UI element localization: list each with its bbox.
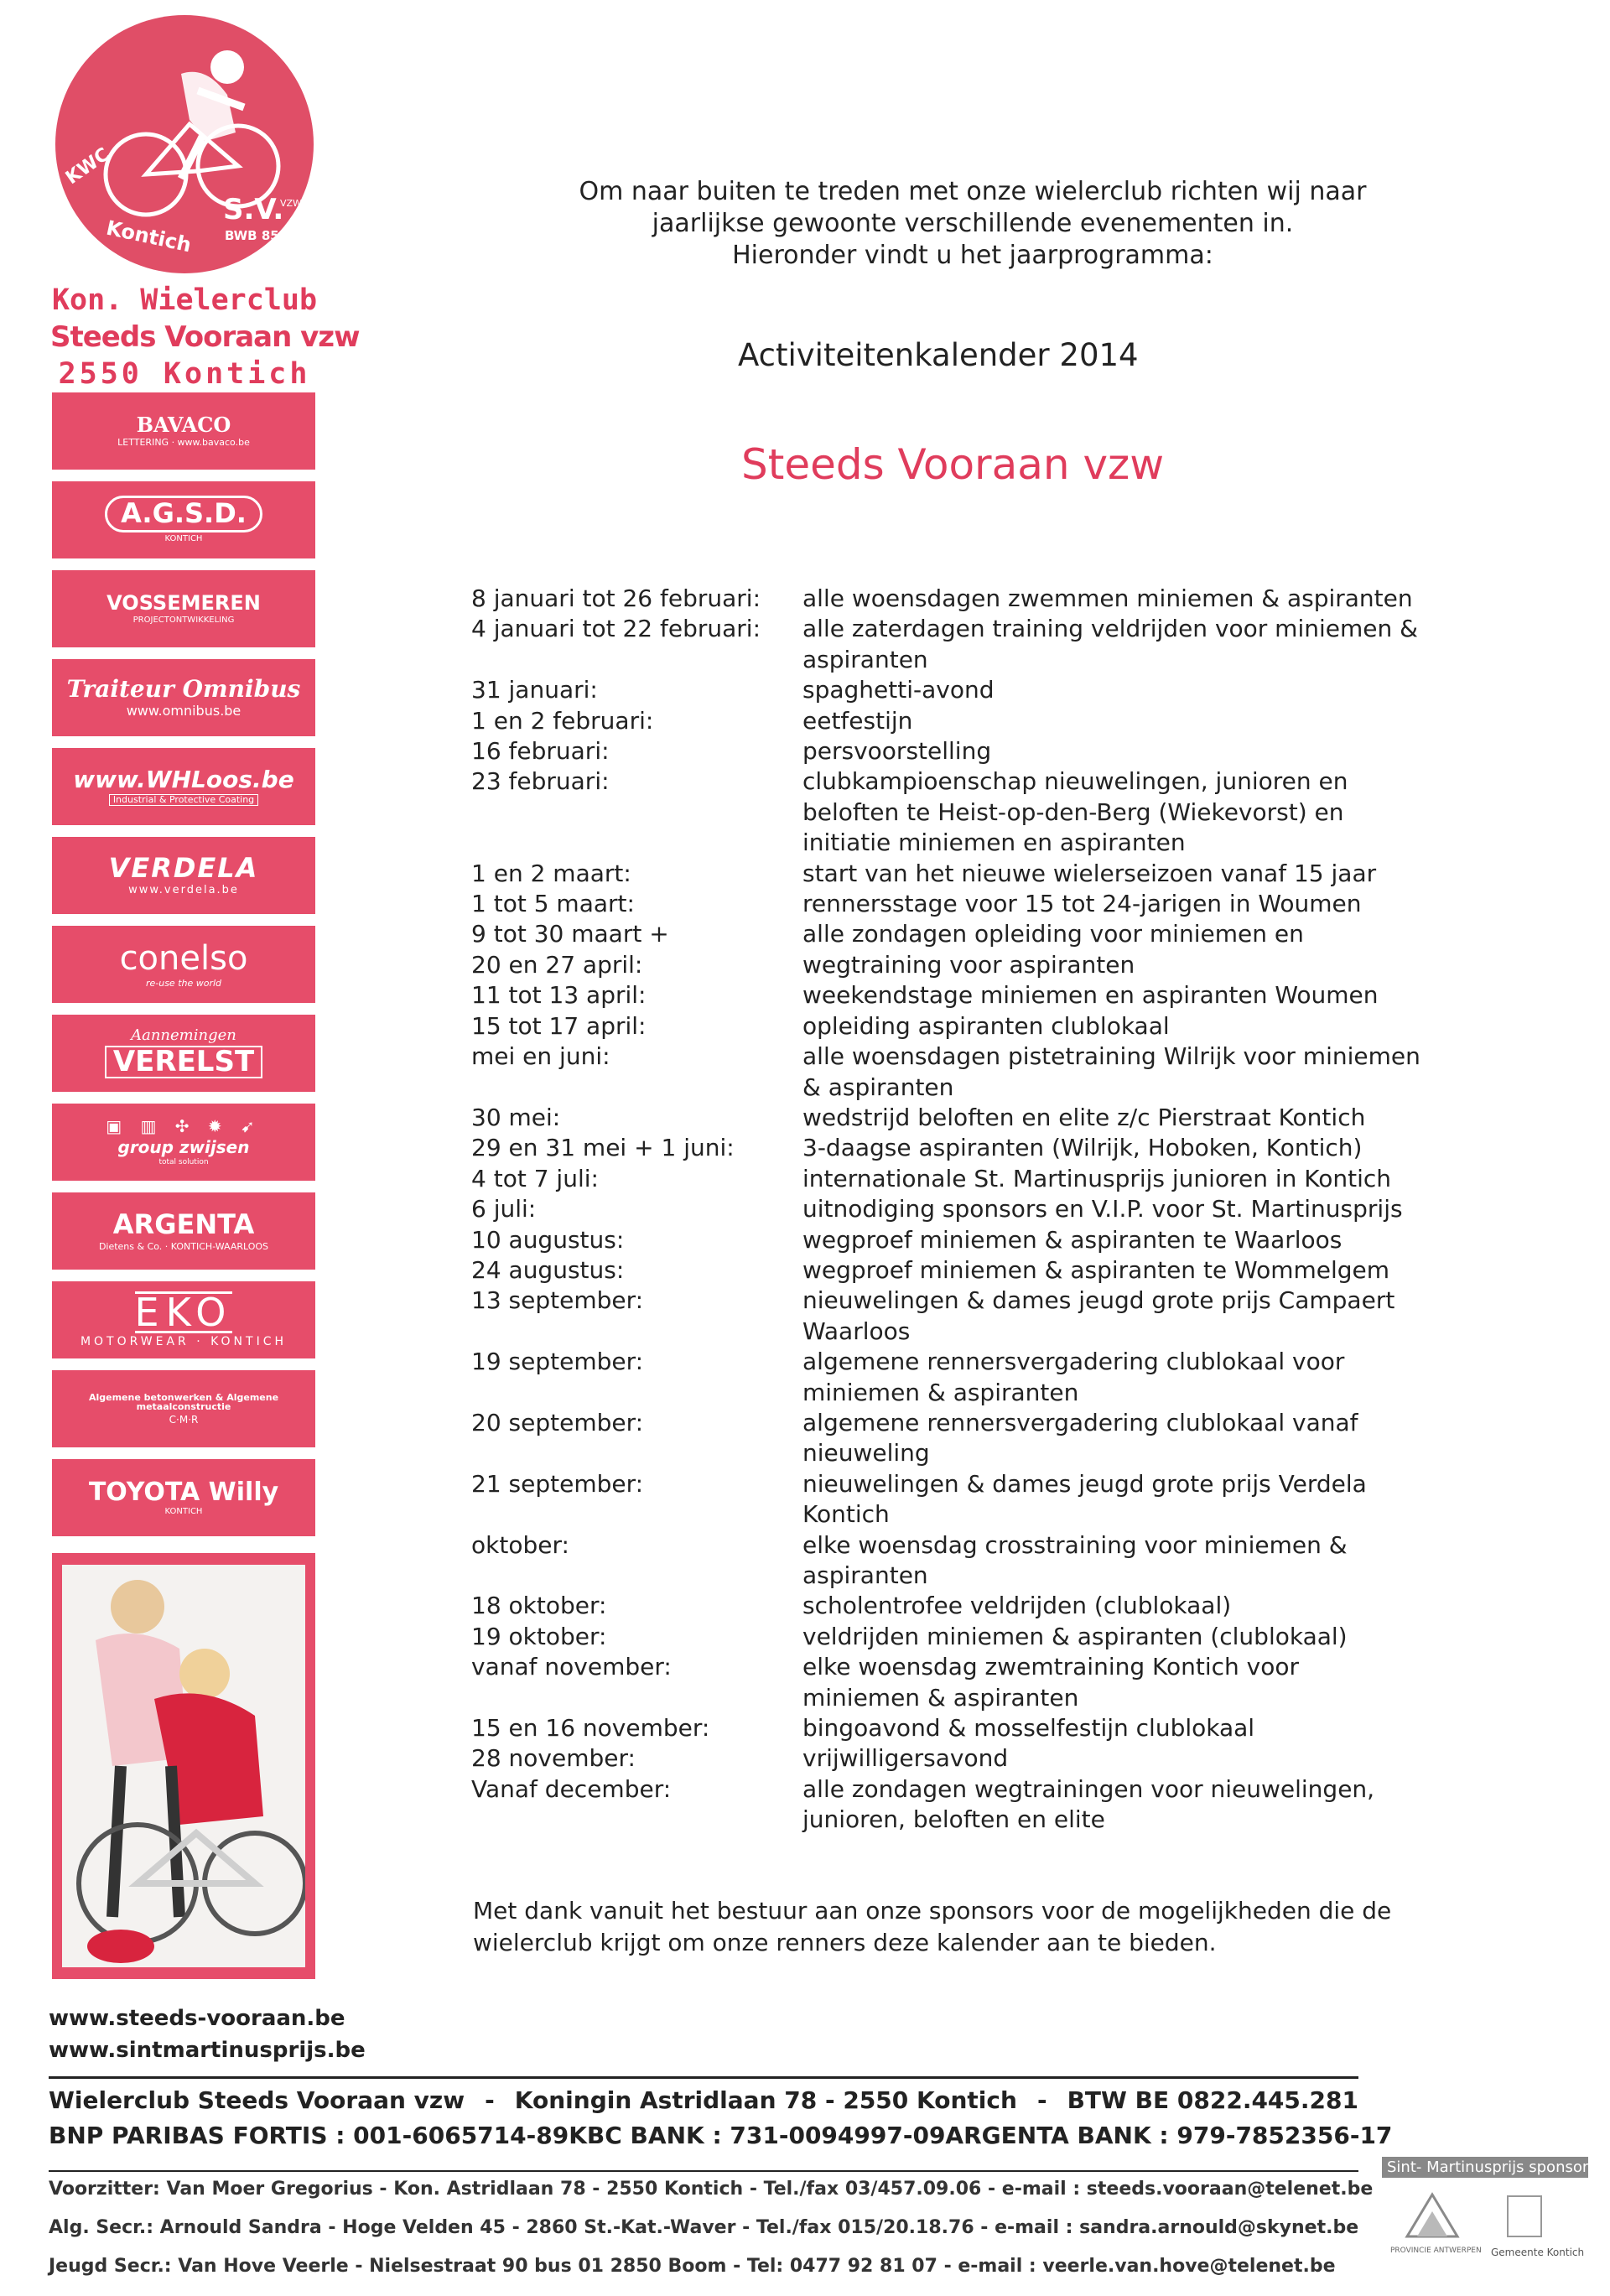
schedule-row bbox=[471, 1225, 1503, 1255]
sm-sponsors-title: Sint- Martinusprijs sponsors: bbox=[1382, 2157, 1588, 2178]
schedule-date: 1 tot 5 maart: bbox=[471, 890, 635, 918]
club-name-line3: 2550 Kontich bbox=[58, 357, 311, 391]
schedule-row bbox=[471, 1469, 1503, 1530]
schedule-row bbox=[471, 919, 1503, 949]
sponsor-agsd: A.G.S.D. KONTICH bbox=[52, 481, 315, 558]
sponsor-eko: EKO MOTORWEAR · KONTICH bbox=[52, 1281, 315, 1358]
schedule-date: 10 augustus: bbox=[471, 1225, 625, 1254]
schedule-date: 18 oktober: bbox=[471, 1592, 607, 1620]
sponsor-argenta: ARGENTA Dietens & Co. · KONTICH-WAARLOOS bbox=[52, 1192, 315, 1270]
schedule-date: oktober: bbox=[471, 1530, 569, 1559]
schedule-date: 1 en 2 maart: bbox=[471, 859, 631, 887]
schedule-date: 9 tot 30 maart + bbox=[471, 920, 669, 948]
schedule-row bbox=[471, 1591, 1503, 1621]
sponsor-toyota-willy: TOYOTA Willy KONTICH bbox=[52, 1459, 315, 1536]
schedule-date: 24 augustus: bbox=[471, 1255, 625, 1284]
schedule-date: 29 en 31 mei + 1 juni: bbox=[471, 1134, 735, 1162]
activity-schedule bbox=[471, 584, 1503, 1836]
club-name-line2: Steeds Vooraan vzw bbox=[50, 320, 360, 354]
sint-martinus-sponsors bbox=[1382, 2157, 1602, 2291]
schedule-description: nieuwelingen & dames jeugd grote prijs Verdela Kontich bbox=[802, 1469, 1367, 1529]
intro-line: jaarlijkse gewoonte verschillende evenementen in. bbox=[652, 209, 1294, 238]
footer-address-line bbox=[49, 2086, 1358, 2114]
schedule-date: 20 en 27 april: bbox=[471, 950, 643, 979]
schedule-date: 23 februari: bbox=[471, 767, 610, 796]
contact-youth-secretary: Jeugd Secr.: Van Hove Veerle - Nielsestraat 90 bus 01 2850 Boom - Tel: 0477 92 81 07 - e-mail : veerle.van.hove@telenet.be bbox=[49, 2256, 1336, 2277]
schedule-date: 4 januari tot 22 februari: bbox=[471, 615, 761, 643]
schedule-date: 13 september: bbox=[471, 1286, 644, 1315]
schedule-date: 4 tot 7 juli: bbox=[471, 1164, 599, 1192]
schedule-row bbox=[471, 584, 1503, 614]
schedule-row bbox=[471, 1713, 1503, 1743]
schedule-date: Vanaf december: bbox=[471, 1774, 672, 1803]
sponsor-conelso: conelso re-use the world bbox=[52, 926, 315, 1003]
schedule-date: 11 tot 13 april: bbox=[471, 981, 647, 1010]
schedule-row bbox=[471, 1194, 1503, 1224]
schedule-description: persvoorstelling bbox=[802, 737, 992, 766]
schedule-row bbox=[471, 1408, 1503, 1469]
schedule-row bbox=[471, 736, 1503, 766]
schedule-date: 31 januari: bbox=[471, 676, 598, 704]
schedule-description: spaghetti-avond bbox=[802, 676, 995, 704]
schedule-row bbox=[471, 980, 1503, 1010]
schedule-date: 15 tot 17 april: bbox=[471, 1011, 647, 1040]
sponsor-cmr: Algemene betonwerken & Algemene metaalconstructie C·M·R bbox=[52, 1370, 315, 1447]
logo-bwb-text: BWB 85 bbox=[225, 228, 279, 243]
schedule-description: alle woensdagen pistetraining Wilrijk voor miniemen & aspiranten bbox=[802, 1042, 1420, 1101]
cyclists-photo-icon bbox=[62, 1565, 305, 1967]
bank-bnp: BNP PARIBAS FORTIS : 001-6065714-89 bbox=[49, 2122, 569, 2149]
schedule-description: alle woensdagen zwemmen miniemen & aspiranten bbox=[802, 584, 1413, 612]
sidebar bbox=[0, 0, 366, 2080]
club-logo bbox=[55, 15, 314, 273]
schedule-date: 30 mei: bbox=[471, 1103, 561, 1131]
schedule-description: algemene rennersvergadering clublokaal vanaf nieuweling bbox=[802, 1408, 1358, 1467]
footer-address: Koningin Astridlaan 78 - 2550 Kontich bbox=[514, 2086, 1017, 2114]
sponsor-verelst: Aannemingen VERELST bbox=[52, 1015, 315, 1092]
footer-club-name: Wielerclub Steeds Vooraan vzw bbox=[49, 2086, 465, 2114]
schedule-row bbox=[471, 1774, 1503, 1836]
club-name bbox=[50, 282, 360, 392]
schedule-row bbox=[471, 1164, 1503, 1194]
logo-sv-text: S.V. bbox=[223, 193, 284, 226]
schedule-description: wegtraining voor aspiranten bbox=[802, 950, 1135, 979]
sponsor-bavaco: BAVACO LETTERING · www.bavaco.be bbox=[52, 392, 315, 470]
footer-separator: - bbox=[1036, 2086, 1047, 2114]
sponsor-vossemeren: VOSSEMEREN PROJECTONTWIKKELING bbox=[52, 570, 315, 647]
schedule-description: weekendstage miniemen en aspiranten Woumen bbox=[802, 981, 1379, 1010]
schedule-date: 28 november: bbox=[471, 1744, 636, 1773]
sponsor-group-zwijsen: ▣ ▥ ✣ ✹ ➹ group zwijsen total solution bbox=[52, 1104, 315, 1181]
schedule-description: bingoavond & mosselfestijn clublokaal bbox=[802, 1714, 1255, 1743]
schedule-date: 6 juli: bbox=[471, 1195, 537, 1223]
schedule-description: elke woensdag crosstraining voor miniemen & aspiranten bbox=[802, 1530, 1348, 1589]
schedule-row bbox=[471, 1133, 1503, 1163]
schedule-date: 20 september: bbox=[471, 1408, 644, 1436]
footer-separator: - bbox=[485, 2086, 495, 2114]
logo-kwc-text: KWC bbox=[62, 143, 114, 190]
schedule-row bbox=[471, 1011, 1503, 1042]
link-steeds-vooraan[interactable]: www.steeds-vooraan.be bbox=[49, 2006, 345, 2031]
schedule-date: 21 september: bbox=[471, 1469, 644, 1498]
logo-provincie-label: PROVINCIE ANTWERPEN bbox=[1390, 2247, 1482, 2255]
schedule-description: vrijwilligersavond bbox=[802, 1744, 1009, 1773]
schedule-date: 16 februari: bbox=[471, 737, 610, 766]
sponsor-verdela: VERDELA www.verdela.be bbox=[52, 837, 315, 914]
schedule-description: veldrijden miniemen & aspiranten (clublokaal) bbox=[802, 1622, 1348, 1650]
sponsor-whloos: www.WHLoos.be Industrial & Protective Coating bbox=[52, 748, 315, 825]
link-sintmartinusprijs[interactable]: www.sintmartinusprijs.be bbox=[49, 2038, 366, 2063]
cyclists-photo bbox=[52, 1553, 315, 1979]
schedule-date: vanaf november: bbox=[471, 1653, 672, 1681]
schedule-row bbox=[471, 1530, 1503, 1592]
schedule-description: nieuwelingen & dames jeugd grote prijs Campaert Waarloos bbox=[802, 1286, 1395, 1345]
contact-general-secretary: Alg. Secr.: Arnould Sandra - Hoge Velden 45 - 2860 St.-Kat.-Waver - Tel./fax 015/20.18.76 - e-mail : sandra.arnould@skynet.be bbox=[49, 2217, 1359, 2238]
schedule-description: 3-daagse aspiranten (Wilrijk, Hoboken, Kontich) bbox=[802, 1134, 1363, 1162]
schedule-description: alle zondagen wegtrainingen voor nieuwelingen, junioren, beloften en elite bbox=[802, 1774, 1375, 1834]
schedule-description: alle zondagen opleiding voor miniemen en bbox=[802, 920, 1304, 948]
contact-chairman: Voorzitter: Van Moer Gregorius - Kon. Astridlaan 78 - 2550 Kontich - Tel./fax 03/457.09.06 - e-mail : steeds.vooraan@telenet.be bbox=[49, 2179, 1374, 2200]
schedule-row bbox=[471, 859, 1503, 889]
schedule-date: 1 en 2 februari: bbox=[471, 706, 654, 735]
schedule-date: mei en juni: bbox=[471, 1042, 610, 1071]
schedule-description: scholentrofee veldrijden (clublokaal) bbox=[802, 1592, 1232, 1620]
schedule-description: wegproef miniemen & aspiranten te Waarloos bbox=[802, 1225, 1343, 1254]
sponsor-omnibus: Traiteur Omnibus www.omnibus.be bbox=[52, 659, 315, 736]
page-title: Activiteitenkalender 2014 bbox=[738, 337, 1139, 373]
club-name-line1: Kon. Wielerclub bbox=[51, 283, 318, 317]
schedule-row bbox=[471, 675, 1503, 705]
schedule-date: 8 januari tot 26 februari: bbox=[471, 584, 761, 612]
schedule-row bbox=[471, 766, 1503, 858]
logo-town-text: Kontich bbox=[104, 216, 194, 257]
schedule-row bbox=[471, 706, 1503, 736]
schedule-row bbox=[471, 1622, 1503, 1652]
schedule-description: rennersstage voor 15 tot 24-jarigen in Woumen bbox=[802, 890, 1362, 918]
footer-bank-line bbox=[49, 2122, 1393, 2149]
schedule-row bbox=[471, 614, 1503, 675]
schedule-row bbox=[471, 1347, 1503, 1408]
schedule-row bbox=[471, 1652, 1503, 1713]
logo-gemeente-label: Gemeente Kontich bbox=[1491, 2247, 1585, 2258]
schedule-description: clubkampioenschap nieuwelingen, junioren en beloften te Heist-op-den-Berg (Wiekevorst) en initiatie miniemen en aspiranten bbox=[802, 767, 1348, 857]
schedule-description: alle zaterdagen training veldrijden voor miniemen & aspiranten bbox=[802, 615, 1418, 673]
logo-vzw-text: VZW bbox=[280, 198, 302, 209]
schedule-description: eetfestijn bbox=[802, 706, 913, 735]
page-subtitle: Steeds Vooraan vzw bbox=[741, 440, 1165, 489]
thanks-text: Met dank vanuit het bestuur aan onze sponsors voor de mogelijkheden die de wielerclub krijgt om onze renners deze kalender aan te bieden. bbox=[473, 1897, 1392, 1956]
footer-vat: BTW BE 0822.445.281 bbox=[1067, 2086, 1358, 2114]
schedule-description: algemene rennersvergadering clublokaal voor miniemen & aspiranten bbox=[802, 1348, 1345, 1406]
bank-argenta: ARGENTA BANK : 979-7852356-17 bbox=[945, 2122, 1393, 2149]
schedule-row bbox=[471, 1042, 1503, 1103]
schedule-row bbox=[471, 1255, 1503, 1286]
footer-divider bbox=[49, 2076, 1358, 2079]
schedule-description: wedstrijd beloften en elite z/c Pierstraat Kontich bbox=[802, 1103, 1366, 1131]
schedule-date: 19 september: bbox=[471, 1348, 644, 1376]
schedule-description: wegproef miniemen & aspiranten te Wommelgem bbox=[802, 1255, 1390, 1284]
schedule-row bbox=[471, 950, 1503, 980]
schedule-row bbox=[471, 889, 1503, 919]
bank-kbc: KBC BANK : 731-0094997-09 bbox=[569, 2122, 946, 2149]
schedule-description: opleiding aspiranten clublokaal bbox=[802, 1011, 1170, 1040]
schedule-date: 19 oktober: bbox=[471, 1622, 607, 1650]
intro-text bbox=[486, 176, 1459, 272]
intro-line: Hieronder vindt u het jaarprogramma: bbox=[732, 241, 1213, 270]
sidebar-links bbox=[49, 2003, 366, 2066]
schedule-row bbox=[471, 1103, 1503, 1133]
schedule-date: 15 en 16 november: bbox=[471, 1714, 710, 1743]
schedule-description: elke woensdag zwemtraining Kontich voor miniemen & aspiranten bbox=[802, 1653, 1300, 1712]
schedule-row bbox=[471, 1743, 1503, 1774]
schedule-row bbox=[471, 1286, 1503, 1347]
intro-line: Om naar buiten te treden met onze wielerclub richten wij naar bbox=[579, 177, 1367, 206]
provincie-antwerpen-logo bbox=[1382, 2178, 1588, 2287]
schedule-description: start van het nieuwe wielerseizoen vanaf 15 jaar bbox=[802, 859, 1377, 887]
footer-divider bbox=[49, 2170, 1358, 2172]
schedule-description: internationale St. Martinusprijs junioren in Kontich bbox=[802, 1164, 1392, 1192]
schedule-description: uitnodiging sponsors en V.I.P. voor St. Martinusprijs bbox=[802, 1195, 1403, 1223]
